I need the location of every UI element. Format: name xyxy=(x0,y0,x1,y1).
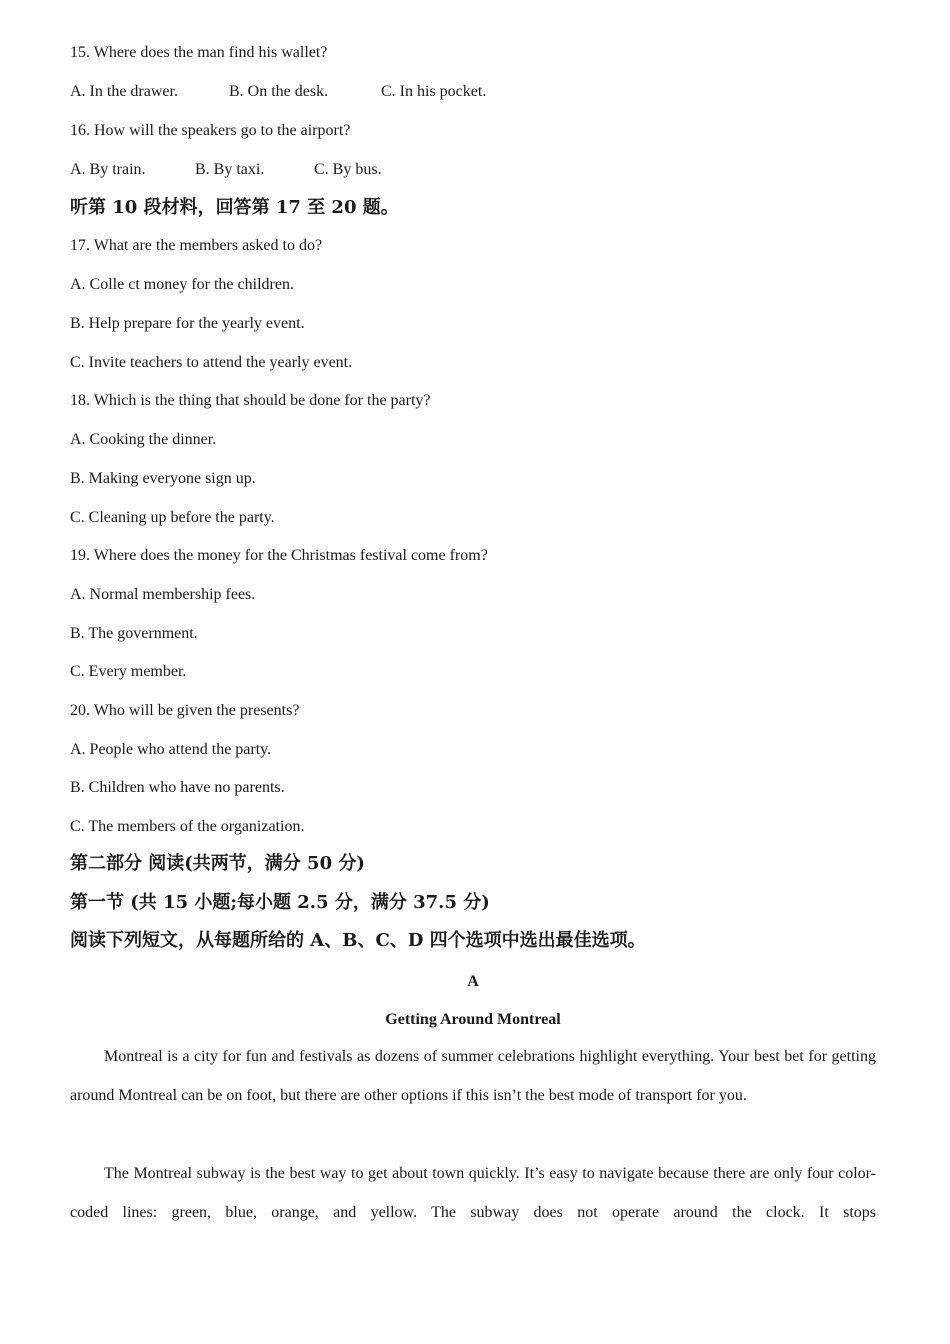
question-16: 16. How will the speakers go to the airport? xyxy=(70,122,351,139)
option-16-c: C. By bus. xyxy=(314,161,382,178)
option-20-c: C. The members of the organization. xyxy=(70,818,305,835)
option-17-a: A. Colle ct money for the children. xyxy=(70,276,294,293)
options-16 xyxy=(70,160,382,180)
option-18-a: A. Cooking the dinner. xyxy=(70,431,217,448)
option-17-b: B. Help prepare for the yearly event. xyxy=(70,315,305,332)
option-19-b: B. The government. xyxy=(70,625,198,642)
option-15-a: A. In the drawer. xyxy=(70,83,178,100)
question-20: 20. Who will be given the presents? xyxy=(70,702,300,719)
option-19-a: A. Normal membership fees. xyxy=(70,586,256,603)
section-heading-10: 听第 10 段材料，回答第 17 至 20 题。 xyxy=(70,197,399,218)
passage-title: Getting Around Montreal xyxy=(385,1011,561,1028)
passage-letter: A xyxy=(467,973,479,990)
option-20-a: A. People who attend the party. xyxy=(70,741,272,758)
option-17-c: C. Invite teachers to attend the yearly event. xyxy=(70,354,353,371)
option-18-c: C. Cleaning up before the party. xyxy=(70,509,275,526)
question-19: 19. Where does the money for the Christmas festival come from? xyxy=(70,547,488,564)
passage-paragraph-1: Montreal is a city for fun and festivals as dozens of summer celebrations highlight everything. Your best bet for getting around Montreal can be on foot, but there are other options if this isn’t the best mode of transport for you. xyxy=(70,1048,876,1104)
option-20-b: B. Children who have no parents. xyxy=(70,779,285,796)
passage-paragraph-2: The Montreal subway is the best way to get about town quickly. It’s easy to navigate because there are only four color-coded lines: green, blue, orange, and yellow. The subway does not operate around the clock. It stops xyxy=(70,1165,876,1221)
option-19-c: C. Every member. xyxy=(70,663,187,680)
option-15-c: C. In his pocket. xyxy=(381,83,487,100)
option-15-b: B. On the desk. xyxy=(229,83,329,100)
option-18-b: B. Making everyone sign up. xyxy=(70,470,256,487)
question-18: 18. Which is the thing that should be done for the party? xyxy=(70,392,431,409)
option-16-a: A. By train. xyxy=(70,161,146,178)
option-16-b: B. By taxi. xyxy=(195,161,265,178)
question-15: 15. Where does the man find his wallet? xyxy=(70,44,328,61)
question-17: 17. What are the members asked to do? xyxy=(70,237,323,254)
options-15 xyxy=(70,82,486,102)
part-two-title: 第二部分 阅读(共两节，满分 50 分) xyxy=(70,853,365,874)
section-one-title: 第一节 (共 15 小题;每小题 2.5 分，满分 37.5 分) xyxy=(70,892,490,913)
reading-instruction: 阅读下列短文，从每题所给的 A、B、C、D 四个选项中选出最佳选项。 xyxy=(70,930,646,951)
